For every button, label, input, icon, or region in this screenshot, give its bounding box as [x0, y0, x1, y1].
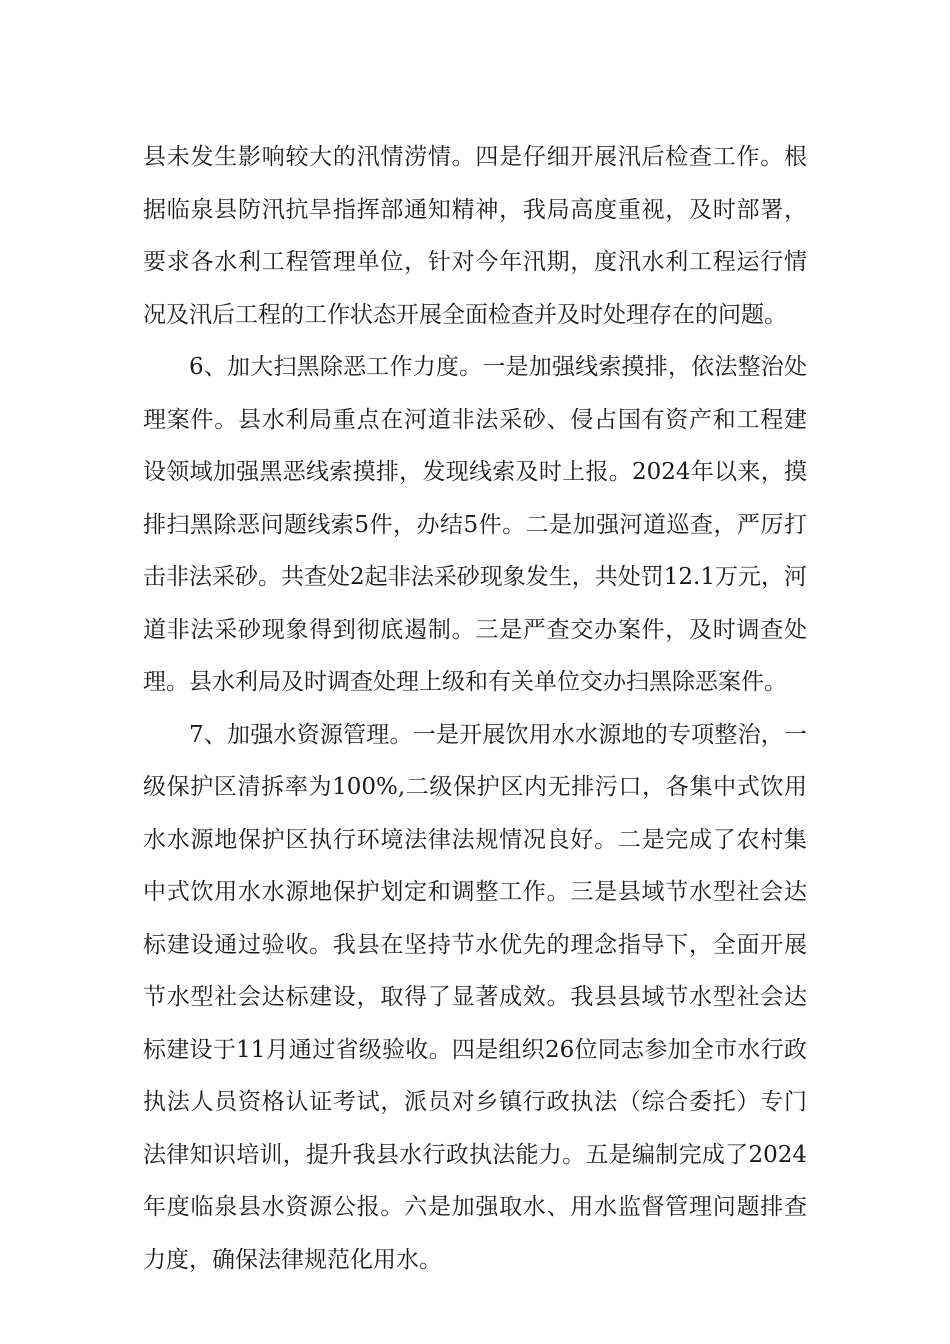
paragraph-water-resources: 7、加强水资源管理。一是开展饮用水水源地的专项整治，一级保护区清拆率为100%,二级保护区内无排污口，各集中式饮用水水源地保护区执行环境法律法规情况良好。二是完成了农村集中式饮用水水源地保护划定和调整工作。三是县域节水型社会达标建设通过验收。我县在坚持节水优先的理念指导下，全面开展节水型社会达标建设，取得了显著成效。我县县域节水型社会达标建设于11月通过省级验收。四是组织26位同志参加全市水行政执法人员资格认证考试，派员对乡镇行政执法（综合委托）专门法律知识培训，提升我县水行政执法能力。五是编制完成了2024年度临泉县水资源公报。六是加强取水、用水监督管理问题排查力度，确保法律规范化用水。 — [143, 721, 807, 1273]
paragraph-flood-inspection: 县未发生影响较大的汛情涝情。四是仔细开展汛后检查工作。根据临泉县防汛抗旱指挥部通知精神，我局高度重视，及时部署，要求各水利工程管理单位，针对今年汛期，度汛水利工程运行情况及汛后工程的工作状态开展全面检查并及时处理存在的问题。 — [143, 144, 807, 328]
paragraph-anti-crime: 6、加大扫黑除恶工作力度。一是加强线索摸排，依法整治处理案件。县水利局重点在河道非法采砂、侵占国有资产和工程建设领域加强黑恶线索摸排，发现线索及时上报。2024年以来，摸排扫黑除恶问题线索5件，办结5件。二是加强河道巡查，严厉打击非法采砂。共查处2起非法采砂现象发生，共处罚12.1万元，河道非法采砂现象得到彻底遏制。三是严查交办案件，及时调查处理。县水利局及时调查处理上级和有关单位交办扫黑除恶案件。 — [143, 354, 807, 695]
document-page — [143, 131, 807, 1286]
